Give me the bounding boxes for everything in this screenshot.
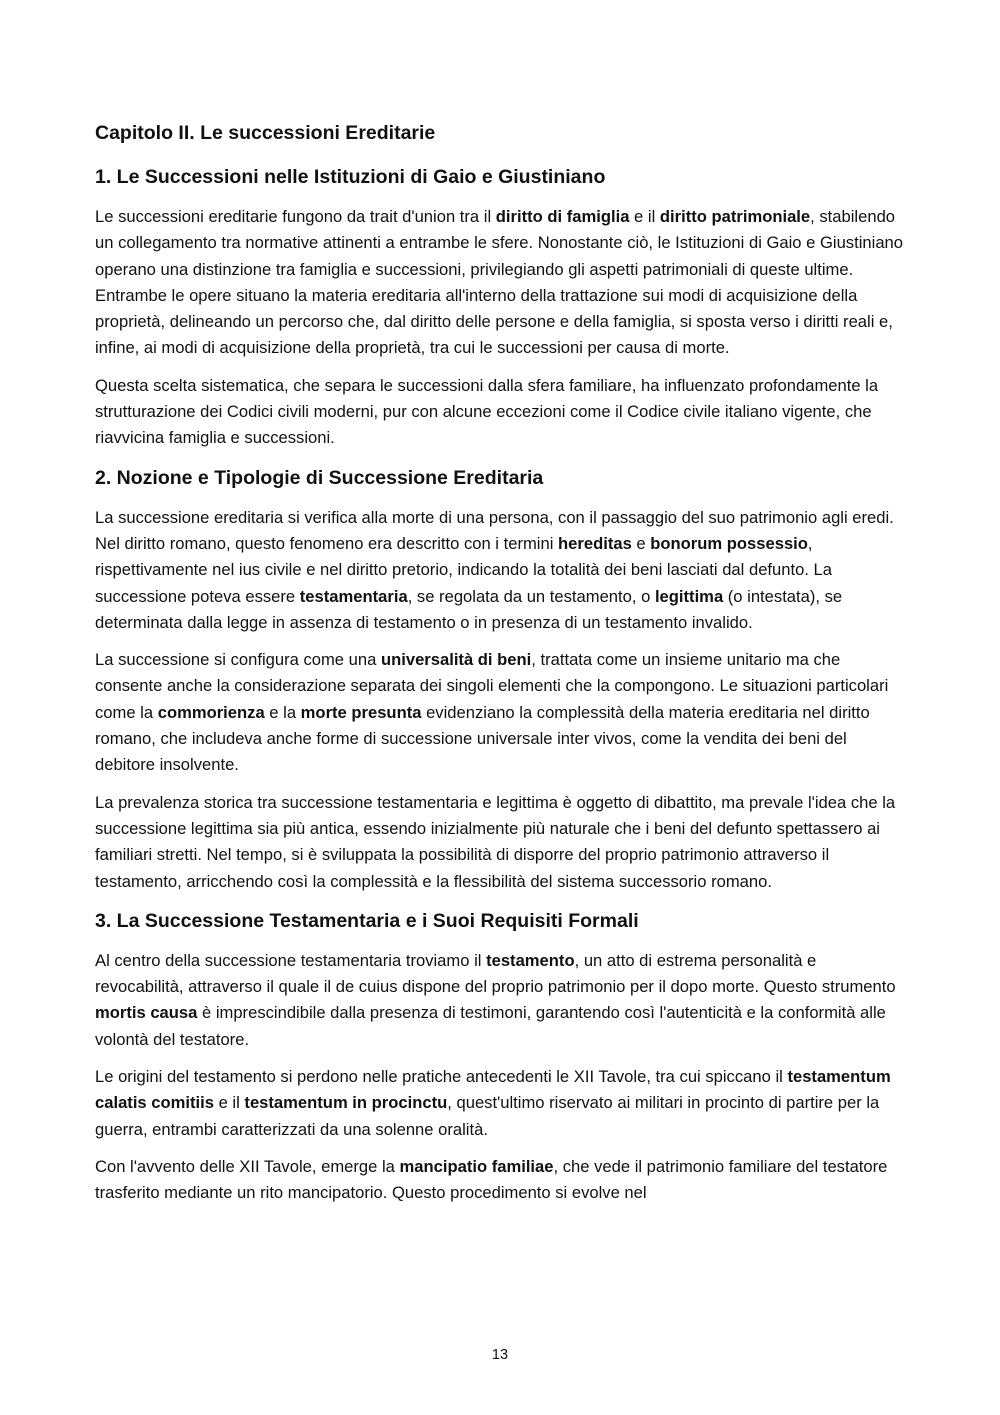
bold-term: hereditas: [558, 533, 632, 553]
text-run: La successione ereditaria si verifica alla morte di una persona, con il passaggio del suo patrimonio agli eredi. Nel diritto romano, questo fenomeno era descritto con i termini: [95, 507, 894, 553]
text-run: La prevalenza storica tra successione testamentaria e legittima è oggetto di dibattito, ma prevale l'idea che la successione legittima sia più antica, essendo inizialmente più naturale che i beni del defunto spettassero ai familiari stretti. Nel tempo, si è sviluppata la possibilità di disporre del proprio patrimonio attraverso il testamento, arricchendo così la complessità e la flessibilità del sistema successorio romano.: [95, 792, 896, 891]
page-number: 13: [491, 1347, 509, 1363]
paragraph: [95, 647, 905, 778]
bold-term: legittima: [654, 586, 724, 606]
text-run: e: [631, 533, 651, 553]
bold-term: mancipatio familiae: [399, 1156, 554, 1176]
chapter-title: Capitolo II. Le successioni Ereditarie: [95, 122, 436, 144]
paragraph: [95, 790, 905, 895]
bold-term: mortis causa: [95, 1003, 198, 1023]
text-run: è imprescindibile dalla presenza di testimoni, garantendo così l'autenticità e la conformità alle volontà del testatore.: [95, 1003, 886, 1049]
bold-term: bonorum possessio: [650, 533, 808, 553]
paragraph: [95, 505, 905, 636]
paragraph: [95, 1064, 905, 1143]
bold-term: morte presunta: [300, 702, 422, 722]
text-run: , rispettivamente nel ius civile e nel diritto pretorio, indicando la totalità dei beni lasciati dal defunto. La successione poteva essere: [95, 533, 833, 606]
text-run: Le successioni ereditarie fungono da trait d'union tra il: [95, 207, 496, 226]
bold-term: testamentum calatis comitiis: [95, 1067, 891, 1113]
bold-term: testamento: [486, 950, 575, 970]
section-title: 1. Le Successioni nelle Istituzioni di Gaio e Giustiniano: [95, 166, 606, 188]
text-run: e il: [629, 207, 660, 226]
sections-container: [95, 162, 905, 1207]
paragraph: [95, 373, 905, 452]
text-run: Questa scelta sistematica, che separa le successioni dalla sfera familiare, ha influenzato profondamente la strutturazione dei Codici civili moderni, pur con alcune eccezioni come il Codice civile italiano vigente, che riavvicina famiglia e successioni.: [95, 375, 879, 448]
text-run: evidenziano la complessità della materia ereditaria nel diritto romano, che includeva anche forme di successione universale inter vivos, come la vendita dei beni del debitore insolvente.: [95, 702, 870, 775]
text-run: e la: [264, 702, 301, 722]
bold-term: universalità di beni: [380, 650, 532, 670]
page-content: [95, 118, 905, 1218]
text-run: Con l'avvento delle XII Tavole, emerge la: [95, 1156, 400, 1176]
text-run: , che vede il patrimonio familiare del testatore trasferito mediante un rito mancipatorio. Questo procedimento si evolve nel: [95, 1156, 888, 1203]
text-run: , se regolata da un testamento, o: [407, 586, 655, 606]
text-run: , trattata come un insieme unitario ma che consente anche la considerazione separata dei singoli elementi che la compongono. Le situazioni particolari come la: [95, 650, 889, 722]
text-run: Le origini del testamento si perdono nelle pratiche antecedenti le XII Tavole, tra cui spiccano il: [95, 1067, 788, 1087]
paragraph: [95, 204, 905, 362]
text-run: , stabilendo un collegamento tra normative attinenti a entrambe le sfere. Nonostante ciò, le Istituzioni di Gaio e Giustiniano operano una distinzione tra famiglia e successioni, privilegiando gli aspetti patrimoniali di queste ultime. Entrambe le opere situano la materia ereditaria all'interno della trattazione sui modi di acquisizione della proprietà, delineando un percorso che, dal diritto delle persone e della famiglia, si sposta verso i diritti reali e, infine, ai modi di acquisizione della proprietà, tra cui le successioni per causa di morte.: [95, 207, 904, 358]
text-run: e il: [213, 1093, 245, 1113]
bold-term: testamentum in procinctu: [244, 1093, 448, 1113]
section-title: 2. Nozione e Tipologie di Successione Ereditaria: [95, 466, 544, 489]
bold-term: diritto di famiglia: [495, 207, 630, 226]
text-run: Al centro della successione testamentaria troviamo il: [95, 950, 487, 970]
paragraph: [95, 948, 905, 1053]
text-run: , un atto di estrema personalità e revocabilità, attraverso il quale il de cuius dispone del proprio patrimonio per il dopo morte. Questo strumento: [95, 950, 896, 997]
bold-term: testamentaria: [299, 586, 408, 606]
section-title: 3. La Successione Testamentaria e i Suoi Requisiti Formali: [95, 909, 639, 932]
bold-term: commorienza: [157, 702, 265, 722]
text-run: (o intestata), se determinata dalla legge in assenza di testamento o in presenza di un testamento invalido.: [95, 586, 843, 632]
bold-term: diritto patrimoniale: [659, 207, 811, 226]
text-run: La successione si configura come una: [95, 650, 381, 670]
paragraph: [95, 1154, 905, 1207]
text-run: , quest'ultimo riservato ai militari in procinto di partire per la guerra, entrambi caratterizzati da una solenne oralità.: [95, 1093, 880, 1139]
